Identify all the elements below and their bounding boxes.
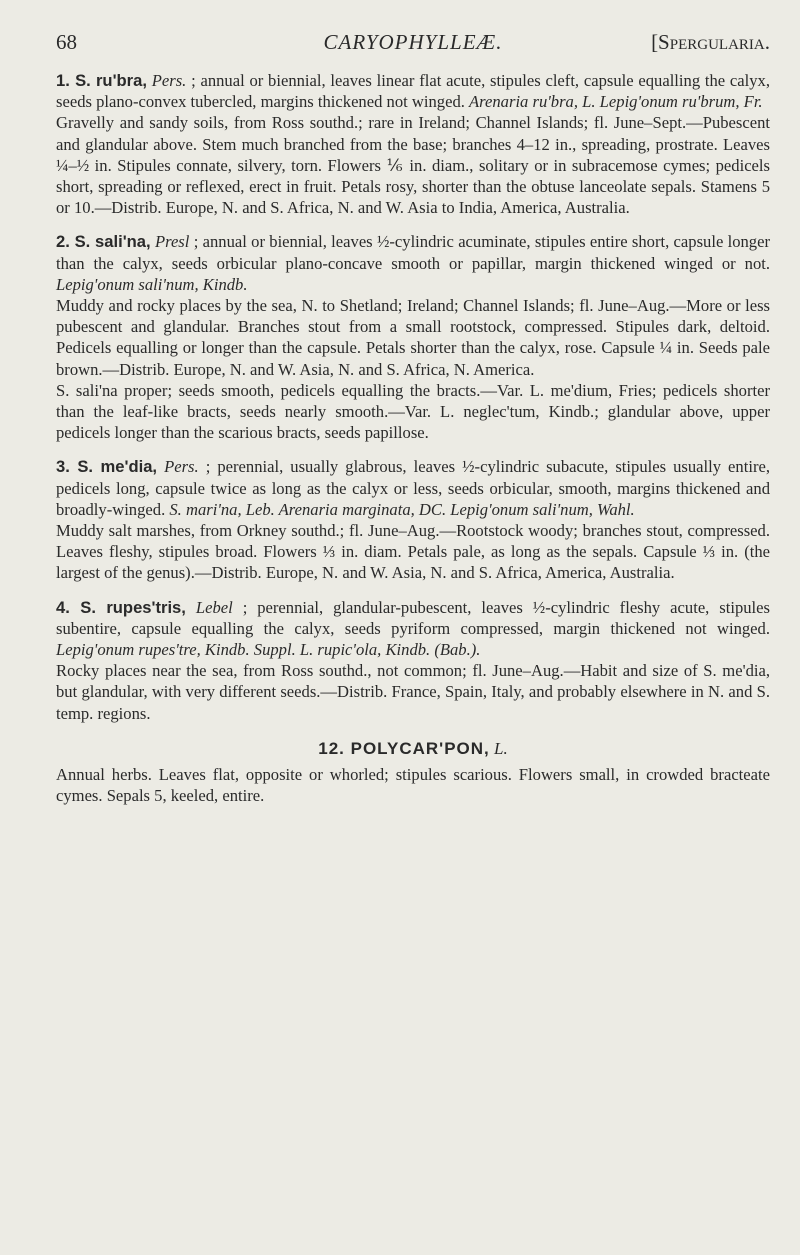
species-synonyms: S. mari'na, Leb. Arenaria marginata, DC. Lepig'onum sali'num, Wahl. [169,499,635,519]
species-synonyms: Arenaria ru'bra, L. Lepig'onum ru'brum, Fr. [469,92,763,112]
running-title: CARYOPHYLLEÆ. [323,30,503,54]
species-entry [56,456,770,520]
genus-authority: L. [494,738,508,758]
species-authority: Lebel [195,597,233,617]
species-name: 3. S. me'dia, [56,457,158,477]
section-title: [Spergularia. [651,30,770,54]
page-body [56,70,770,806]
species-habitat: Gravelly and sandy soils, from Ross southd.; rare in Ireland; Channel Islands; fl. June–Sept.—Pubescent and glandular above. Stem much branched from the base; branches 4–12 in., spreading, prostrate. Leaves ¼–½ in. Stipules connate, silvery, torn. Flowers ⅙ in. diam., solitary or in subracemose cymes; pedicels short, spreading or reflexed, erect in fruit. Petals rosy, shorter than the obtuse lanceolate sepals. Stamens 5 or 10.—Distrib. Europe, N. and S. Africa, N. and W. Asia to India, America, Australia. [56,113,770,218]
species-habitat: Rocky places near the sea, from Ross southd., not common; fl. June–Aug.—Habit and size of S. me'dia, but glandular, with very different seeds.—Distrib. France, Spain, Italy, and probably elsewhere in N. and S. temp. regions. [56,661,770,723]
species-name: 4. S. rupes'tris, [56,597,186,617]
genus-heading [56,738,770,760]
species-synonyms: Lepig'onum sali'num, Kindb. [56,274,248,294]
species-name: 1. S. ru'bra, [56,71,147,90]
species-entry [56,231,770,295]
species-name: 2. S. sali'na, [56,232,151,252]
genus-description: Annual herbs. Leaves flat, opposite or whorled; stipules scarious. Flowers small, in crowded bracteate cymes. Sepals 5, keeled, entire. [56,764,770,806]
species-authority: Pers. [151,71,187,90]
species-habitat: Muddy and rocky places by the sea, N. to Shetland; Ireland; Channel Islands; fl. June–Aug.—More or less pubescent and glandular. Branches stout from a small rootstock, compressed. Stipules dark, deltoid. Pedicels equalling or longer than the capsule. Petals shorter than the calyx, rose. Capsule ¼ in. Seeds pale brown.—Distrib. Europe, N. and W. Asia, N. and S. Africa, N. America. [56,296,770,379]
species-varieties: S. sali'na proper; seeds smooth, pedicels equalling the bracts.—Var. L. me'dium, Fries; pedicels shorter than the leaf-like bracts, seeds nearly smooth.—Var. L. neglec'tum, Kindb.; glandular above, upper pedicels longer than the scarious bracts, seeds papillose. [56,380,770,443]
page-header [56,24,770,60]
species-authority: Pers. [164,457,199,477]
species-description: ; perennial, glandular-pubescent, leaves ½-cylindric fleshy acute, stipules subentire, capsule equalling the calyx, seeds pyriform compressed, margin thickened not winged. [56,597,770,638]
page-number: 68 [56,30,77,54]
species-entry [56,70,770,112]
species-authority: Presl [154,232,190,252]
species-description: ; annual or biennial, leaves linear flat acute, stipules cleft, capsule equalling the calyx, seeds plano-convex tubercled, margins thickened not winged. [56,71,771,112]
species-description: ; annual or biennial, leaves ½-cylindric acuminate, stipules entire short, capsule longer than the calyx, seeds orbicular plano-concave smooth or papillar, margin thickened winged or not. [56,232,770,273]
species-habitat: Muddy salt marshes, from Orkney southd.; fl. June–Aug.—Rootstock woody; branches stout, compressed. Leaves fleshy, stipules broad. Flowers ⅓ in. diam. Petals pale, as long as the sepals. Capsule ⅓ in. (the largest of the genus).—Distrib. Europe, N. and W. Asia, N. and S. Africa, America, Australia. [56,521,770,583]
genus-name: 12. POLYCAR'PON, [318,738,490,758]
species-entry [56,597,770,661]
species-synonyms: Lepig'onum rupes'tre, Kindb. Suppl. L. rupic'ola, Kindb. (Bab.). [56,640,481,660]
species-description: ; perennial, usually glabrous, leaves ½-cylindric subacute, stipules usually entire, pedicels long, capsule twice as long as the calyx or less, seeds orbicular, smooth, margins thickened and broadly-winged. [56,457,770,519]
